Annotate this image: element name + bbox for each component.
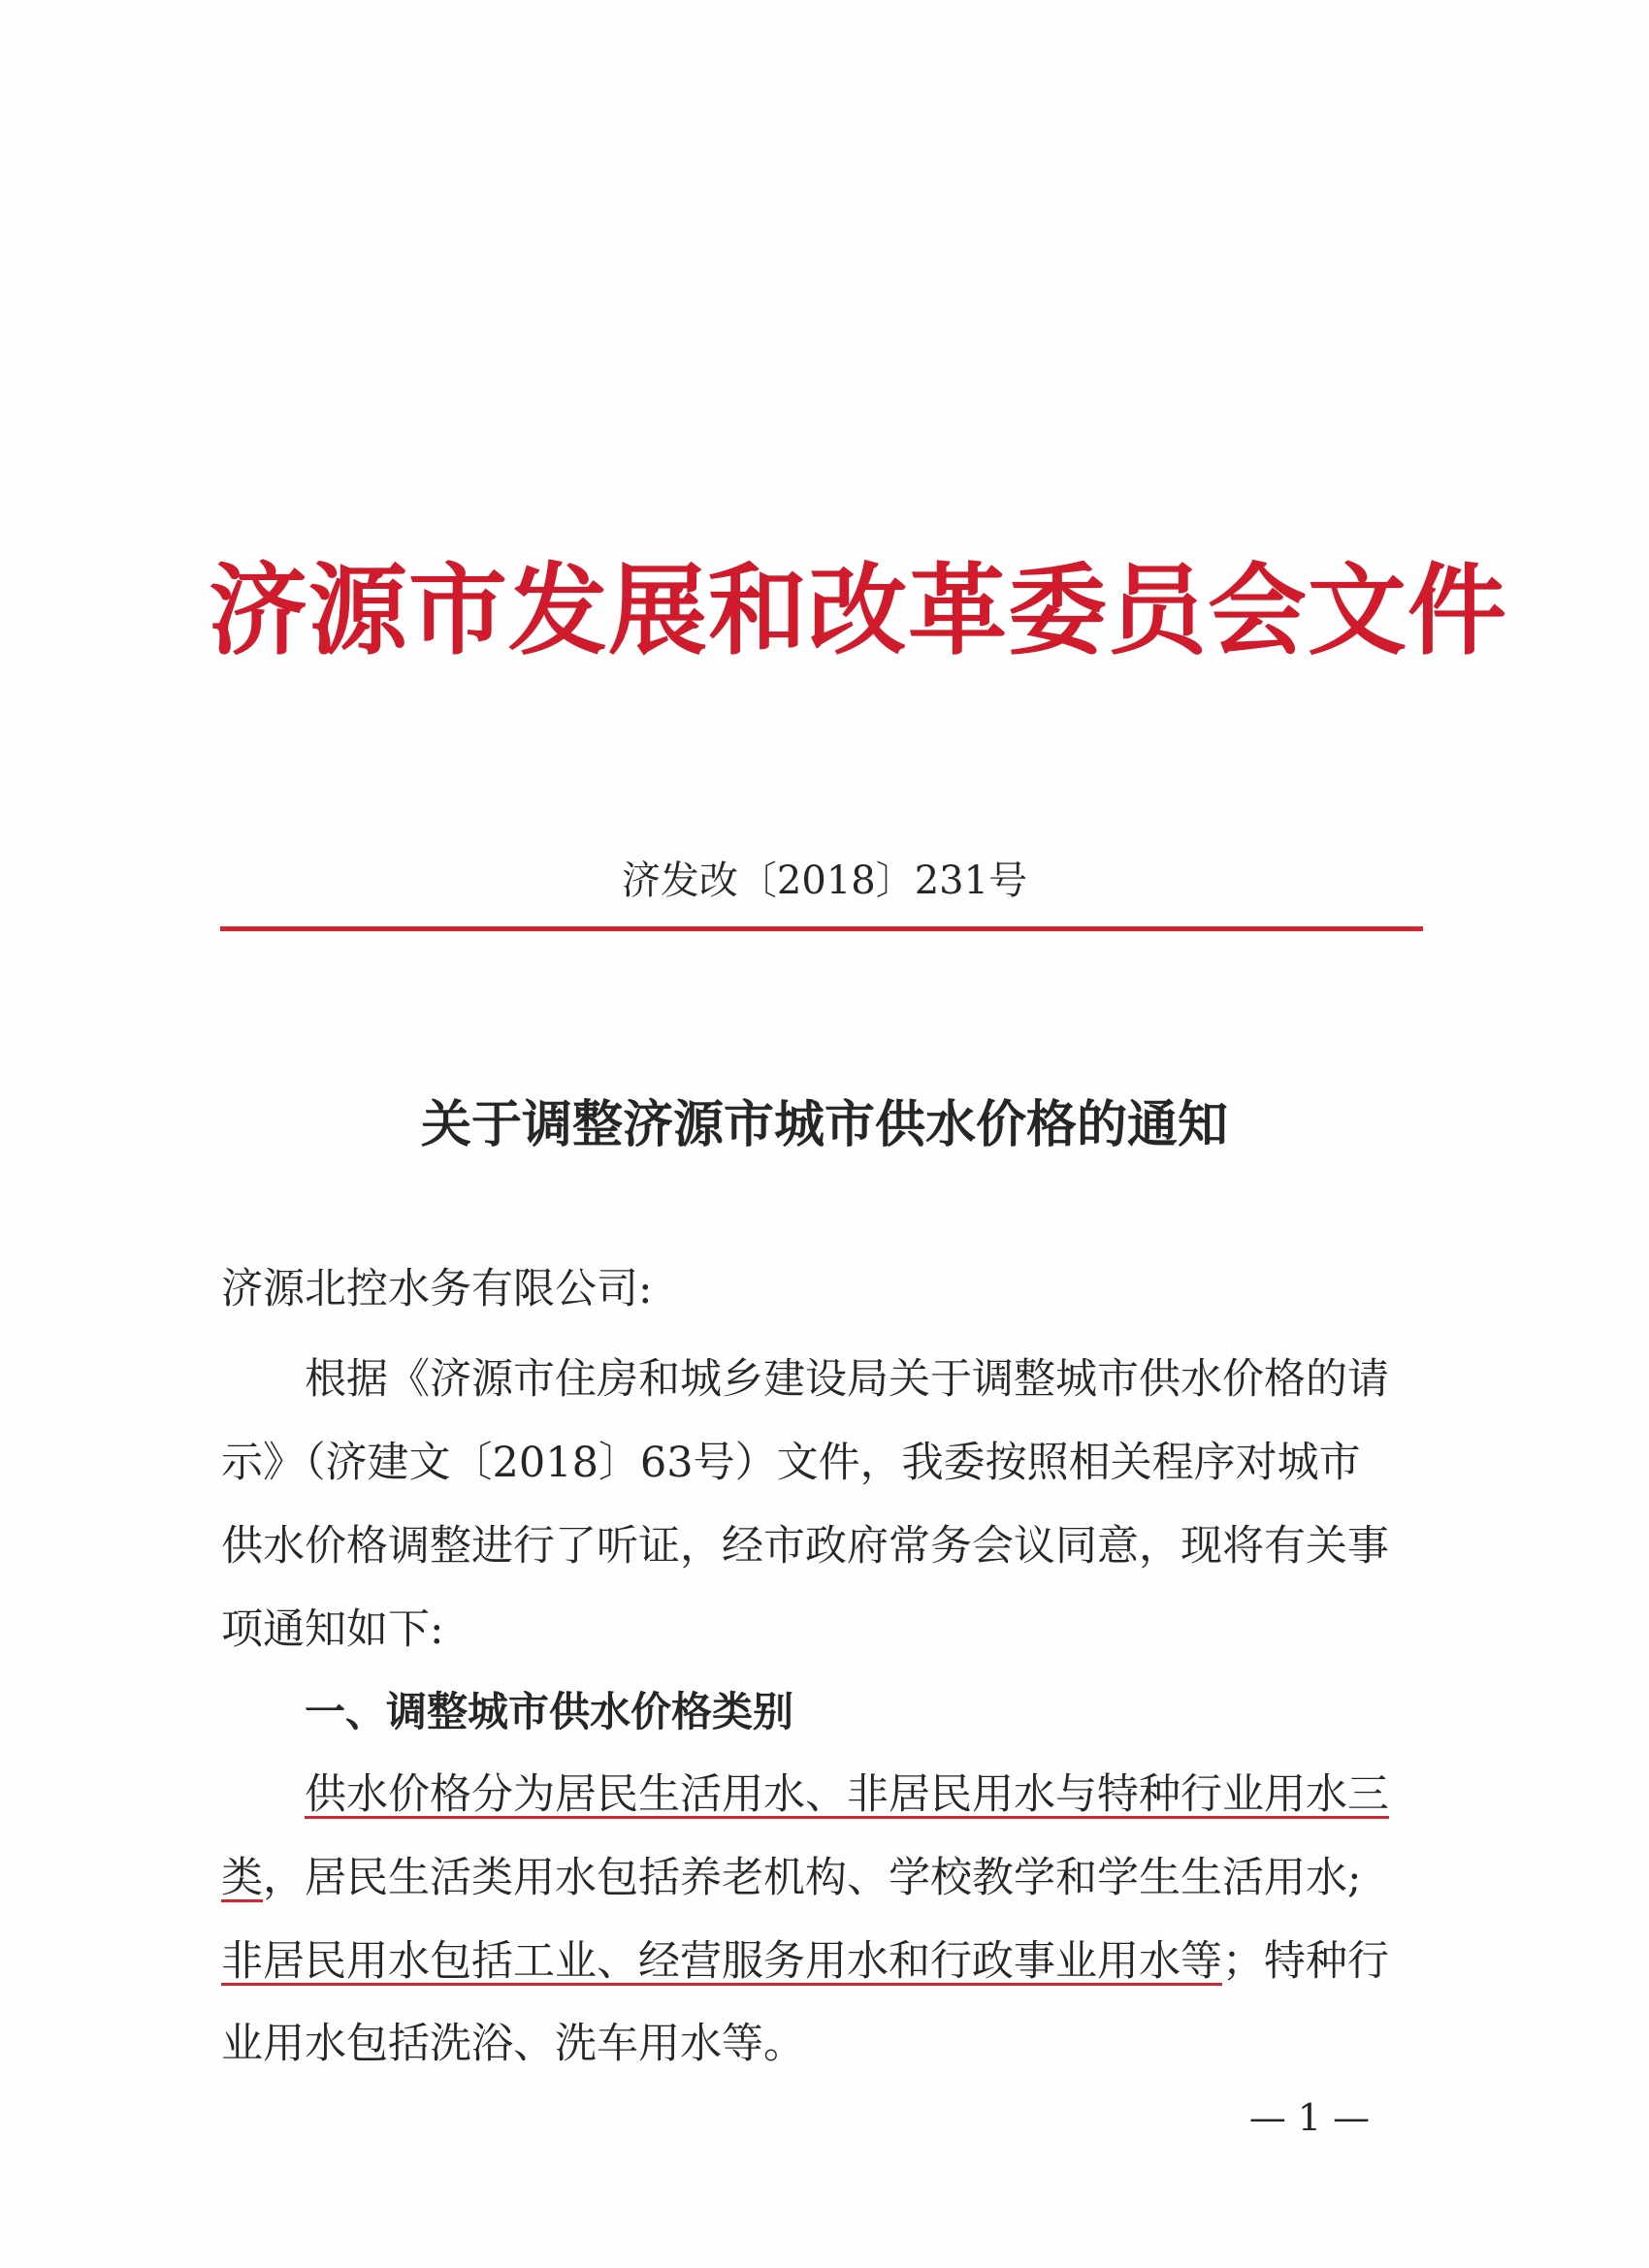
underlined-text: 类 (221, 1854, 263, 1902)
body-line: 供水价格调整进行了听证，经市政府常务会议同意，现将有关事 (221, 1522, 1389, 1571)
page-number: — 1 — (1248, 2096, 1371, 2139)
body-line: 根据《济源市住房和城乡建设局关于调整城市供水价格的请 (305, 1355, 1389, 1404)
document-title: 关于调整济源市城市供水价格的通知 (420, 1095, 1228, 1154)
underlined-text: 供水价格分为居民生活用水、非居民用水与特种行业用水三 (305, 1770, 1389, 1819)
red-divider-rule (220, 926, 1423, 931)
body-line (221, 1847, 1424, 1909)
body-line: 示》（济建文〔2018〕63号）文件，我委按照相关程序对城市 (221, 1439, 1361, 1487)
body-line (305, 1764, 1507, 1826)
body-line (221, 1930, 1424, 1993)
body-text: ，居民生活类用水包括养老机构、学校教学和学生生活用水; (263, 1854, 1362, 1902)
body-line: 项通知如下: (221, 1605, 444, 1654)
section-heading: 一、调整城市供水价格类别 (305, 1688, 794, 1735)
recipient-line: 济源北控水务有限公司: (221, 1265, 653, 1313)
body-line: 业用水包括洗浴、洗车用水等。 (221, 2020, 805, 2068)
document-number: 济发改〔2018〕231号 (621, 859, 1028, 903)
body-text: ；特种行 (1222, 1937, 1389, 1986)
agency-masthead: 济源市发展和改革委员会文件 (209, 553, 1507, 669)
underlined-text: 非居民用水包括工业、经营服务用水和行政事业用水等 (221, 1937, 1222, 1986)
